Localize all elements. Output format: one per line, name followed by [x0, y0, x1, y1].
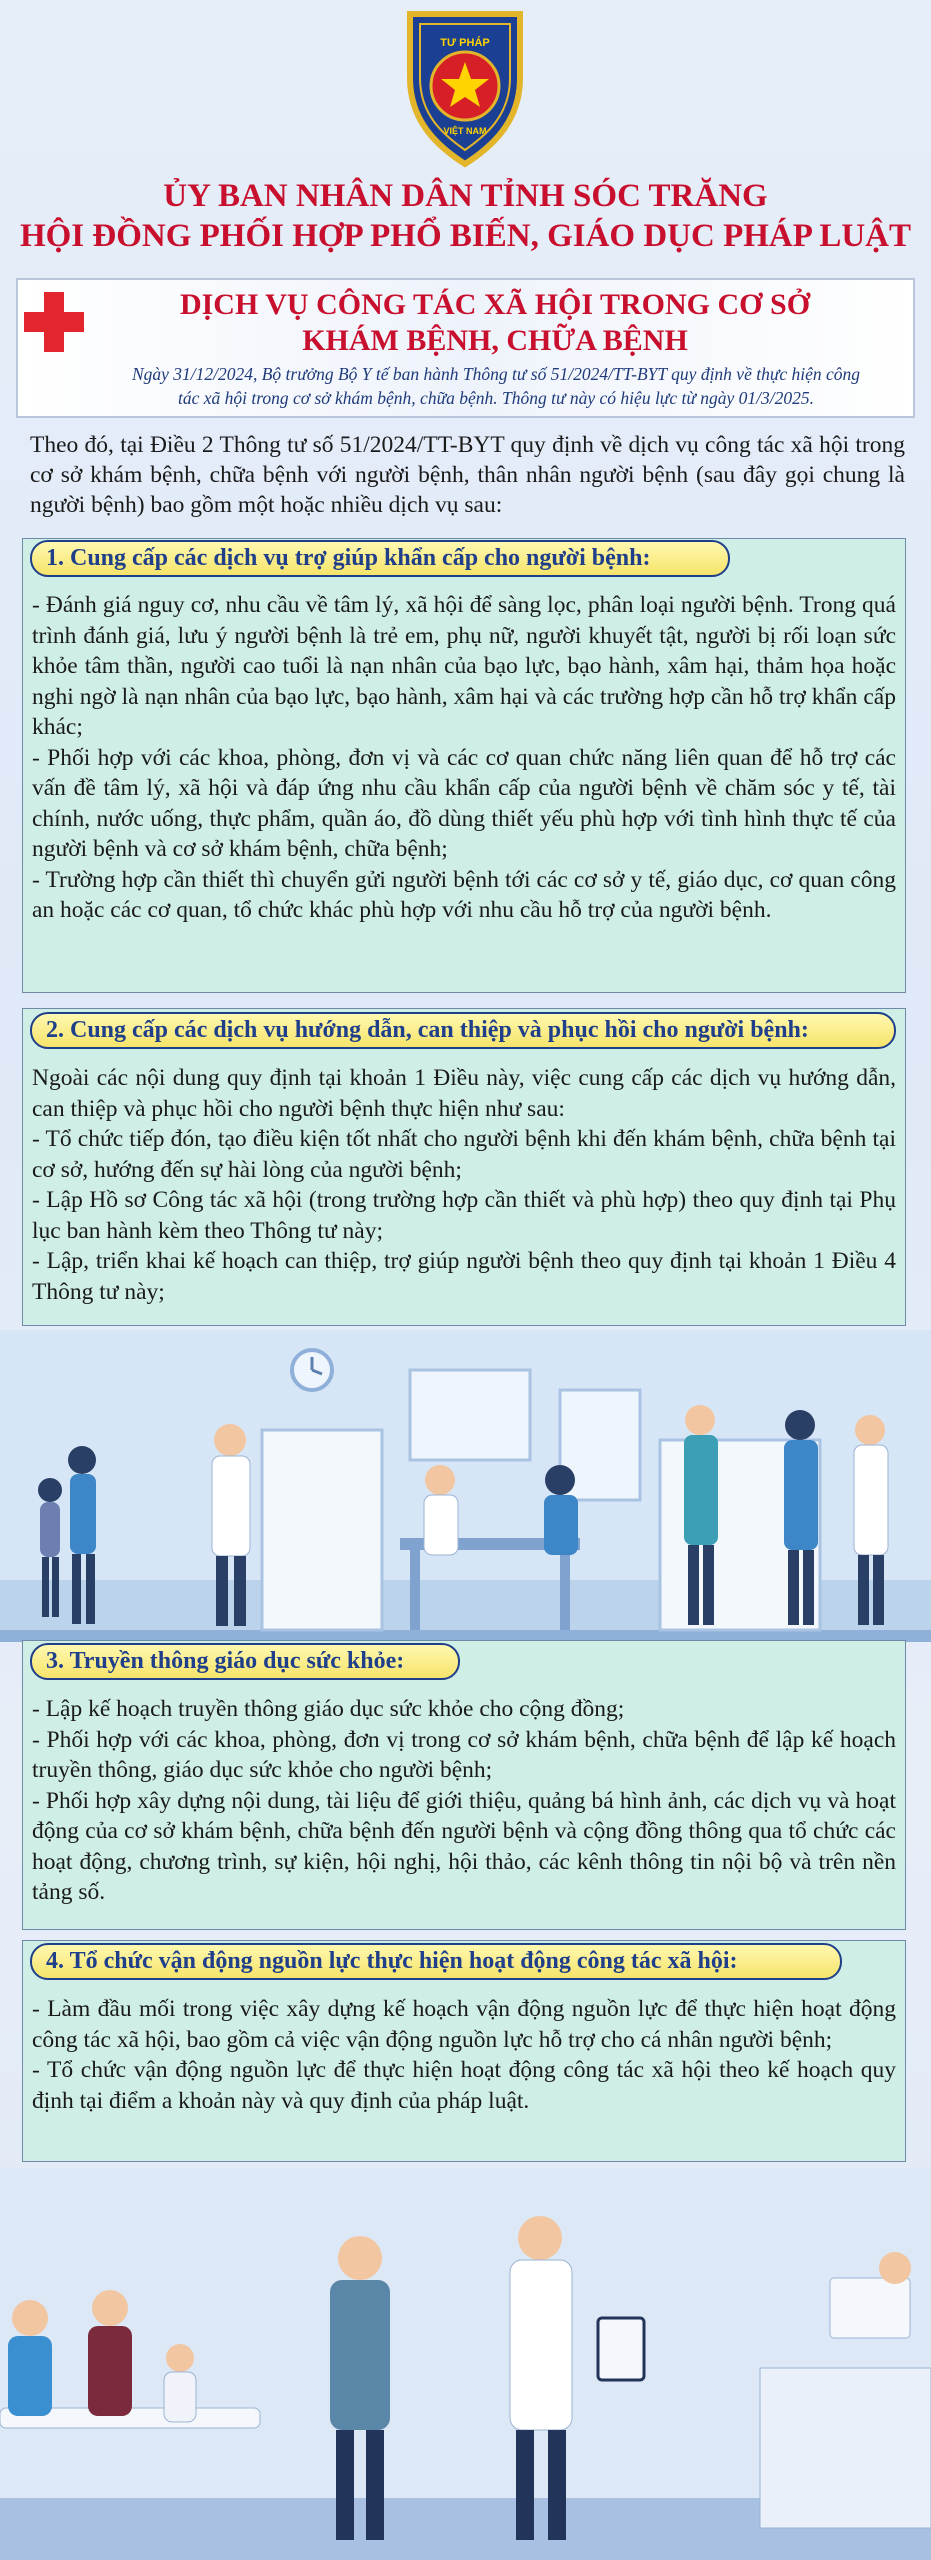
page-title-line2: KHÁM BỆNH, CHỮA BỆNH [302, 324, 688, 357]
section-heading-2: 2. Cung cấp các dịch vụ hướng dẫn, can thiệp và phục hồi cho người bệnh: [30, 1012, 896, 1049]
section1-paragraph: - Đánh giá nguy cơ, nhu cầu về tâm lý, xã hội để sàng lọc, phân loại người bệnh. Trong quá trình đánh giá, lưu ý người bệnh là trẻ em, phụ nữ, người khuyết tật, người bị rối loạn sức khỏe tâm thần, người cao tuổi là nạn nhân của bạo lực, bạo hành, xâm hại, thảm họa hoặc nghi ngờ là nạn nhân của bạo lực, bạo hành, xâm hại và các trường hợp cần hỗ trợ khẩn cấp khác; [32, 592, 896, 740]
section2-paragraph: - Tổ chức tiếp đón, tạo điều kiện tốt nhất cho người bệnh khi đến khám bệnh, chữa bệnh tại cơ sở, hướng đến sự hài lòng của người bệnh; [32, 1126, 896, 1183]
section-heading-3: 3. Truyền thông giáo dục sức khỏe: [30, 1643, 460, 1680]
clinic-illustration [0, 1330, 931, 1642]
org-name-line1: ỦY BAN NHÂN DÂN TỈNH SÓC TRĂNG [163, 178, 768, 214]
section3-paragraph: - Phối hợp với các khoa, phòng, đơn vị trong cơ sở khám bệnh, chữa bệnh để lập kế hoạch truyền thông, giáo dục sức khỏe cho người bệnh; [32, 1726, 896, 1783]
red-cross-icon [22, 290, 86, 354]
section-body-1 [32, 590, 896, 926]
section-body-4 [32, 1994, 896, 2116]
subtitle-line1: Ngày 31/12/2024, Bộ trưởng Bộ Y tế ban hành Thông tư số 51/2024/TT-BYT quy định về thực hiện công [131, 364, 861, 384]
section2-paragraph: Ngoài các nội dung quy định tại khoản 1 Điều này, việc cung cấp các dịch vụ hướng dẫn, can thiệp và phục hồi cho người bệnh thực hiện như sau: [32, 1065, 896, 1122]
emblem-text-bottom: VIỆT NAM [443, 126, 487, 136]
section-body-2 [32, 1063, 896, 1307]
section3-paragraph: - Lập kế hoạch truyền thông giáo dục sức khỏe cho cộng đồng; [32, 1696, 625, 1722]
judiciary-emblem-logo [400, 8, 530, 168]
section3-paragraph: - Phối hợp xây dựng nội dung, tài liệu để giới thiệu, quảng bá hình ảnh, các dịch vụ và hoạt động của cơ sở khám bệnh, chữa bệnh đến người bệnh và cộng đồng thông qua tổ chức các hoạt động, chương trình, sự kiện, hội nghị, hội thảo, các kênh thông tin nội bộ và trên nền tảng số. [32, 1787, 896, 1905]
section1-paragraph: - Trường hợp cần thiết thì chuyển gửi người bệnh tới các cơ sở y tế, giáo dục, cơ quan công an hoặc các cơ quan, tổ chức khác phù hợp với nhu cầu hỗ trợ của người bệnh. [32, 866, 896, 923]
section-heading-4: 4. Tổ chức vận động nguồn lực thực hiện hoạt động công tác xã hội: [30, 1943, 842, 1980]
section4-paragraph: - Tổ chức vận động nguồn lực để thực hiện hoạt động công tác xã hội theo kế hoạch quy định tại điểm a khoản này và quy định của pháp luật. [32, 2057, 896, 2114]
section-body-3 [32, 1694, 896, 1908]
section-heading-1: 1. Cung cấp các dịch vụ trợ giúp khẩn cấp cho người bệnh: [30, 540, 730, 577]
emblem-text-top: TƯ PHÁP [440, 37, 490, 49]
section2-paragraph: - Lập Hồ sơ Công tác xã hội (trong trường hợp cần thiết và phù hợp) theo quy định tại Phụ lục ban hành kèm theo Thông tư này; [32, 1187, 896, 1244]
intro-paragraph: Theo đó, tại Điều 2 Thông tư số 51/2024/TT-BYT quy định về dịch vụ công tác xã hội trong cơ sở khám bệnh, chữa bệnh với người bệnh, thân nhân người bệnh (sau đây gọi chung là người bệnh) bao gồm một hoặc nhiều dịch vụ sau: [30, 432, 905, 518]
section1-paragraph: - Phối hợp với các khoa, phòng, đơn vị và các cơ quan chức năng liên quan để hỗ trợ các vấn đề tâm lý, xã hội và đáp ứng nhu cầu khẩn cấp của người bệnh về chăm sóc y tế, tài chính, nước uống, thực phẩm, quần áo, đồ dùng thiết yếu phù hợp với tình hình thực tế của người bệnh và cơ sở khám bệnh, chữa bệnh; [32, 744, 896, 862]
org-name-line2: HỘI ĐỒNG PHỐI HỢP PHỔ BIẾN, GIÁO DỤC PHÁP LUẬT [19, 218, 912, 254]
page-title-line1: DỊCH VỤ CÔNG TÁC XÃ HỘI TRONG CƠ SỞ [179, 288, 811, 321]
subtitle-line2: tác xã hội trong cơ sở khám bệnh, chữa bệnh. Thông tư này có hiệu lực từ ngày 01/3/2025. [177, 388, 815, 408]
waiting-room-illustration [0, 2168, 931, 2560]
section4-paragraph: - Làm đầu mối trong việc xây dựng kế hoạch vận động nguồn lực để thực hiện hoạt động công tác xã hội, bao gồm cả việc vận động nguồn lực hỗ trợ cho cá nhân người bệnh; [32, 1996, 896, 2053]
section2-paragraph: - Lập, triển khai kế hoạch can thiệp, trợ giúp người bệnh theo quy định tại khoản 1 Điều 4 Thông tư này; [32, 1248, 896, 1305]
